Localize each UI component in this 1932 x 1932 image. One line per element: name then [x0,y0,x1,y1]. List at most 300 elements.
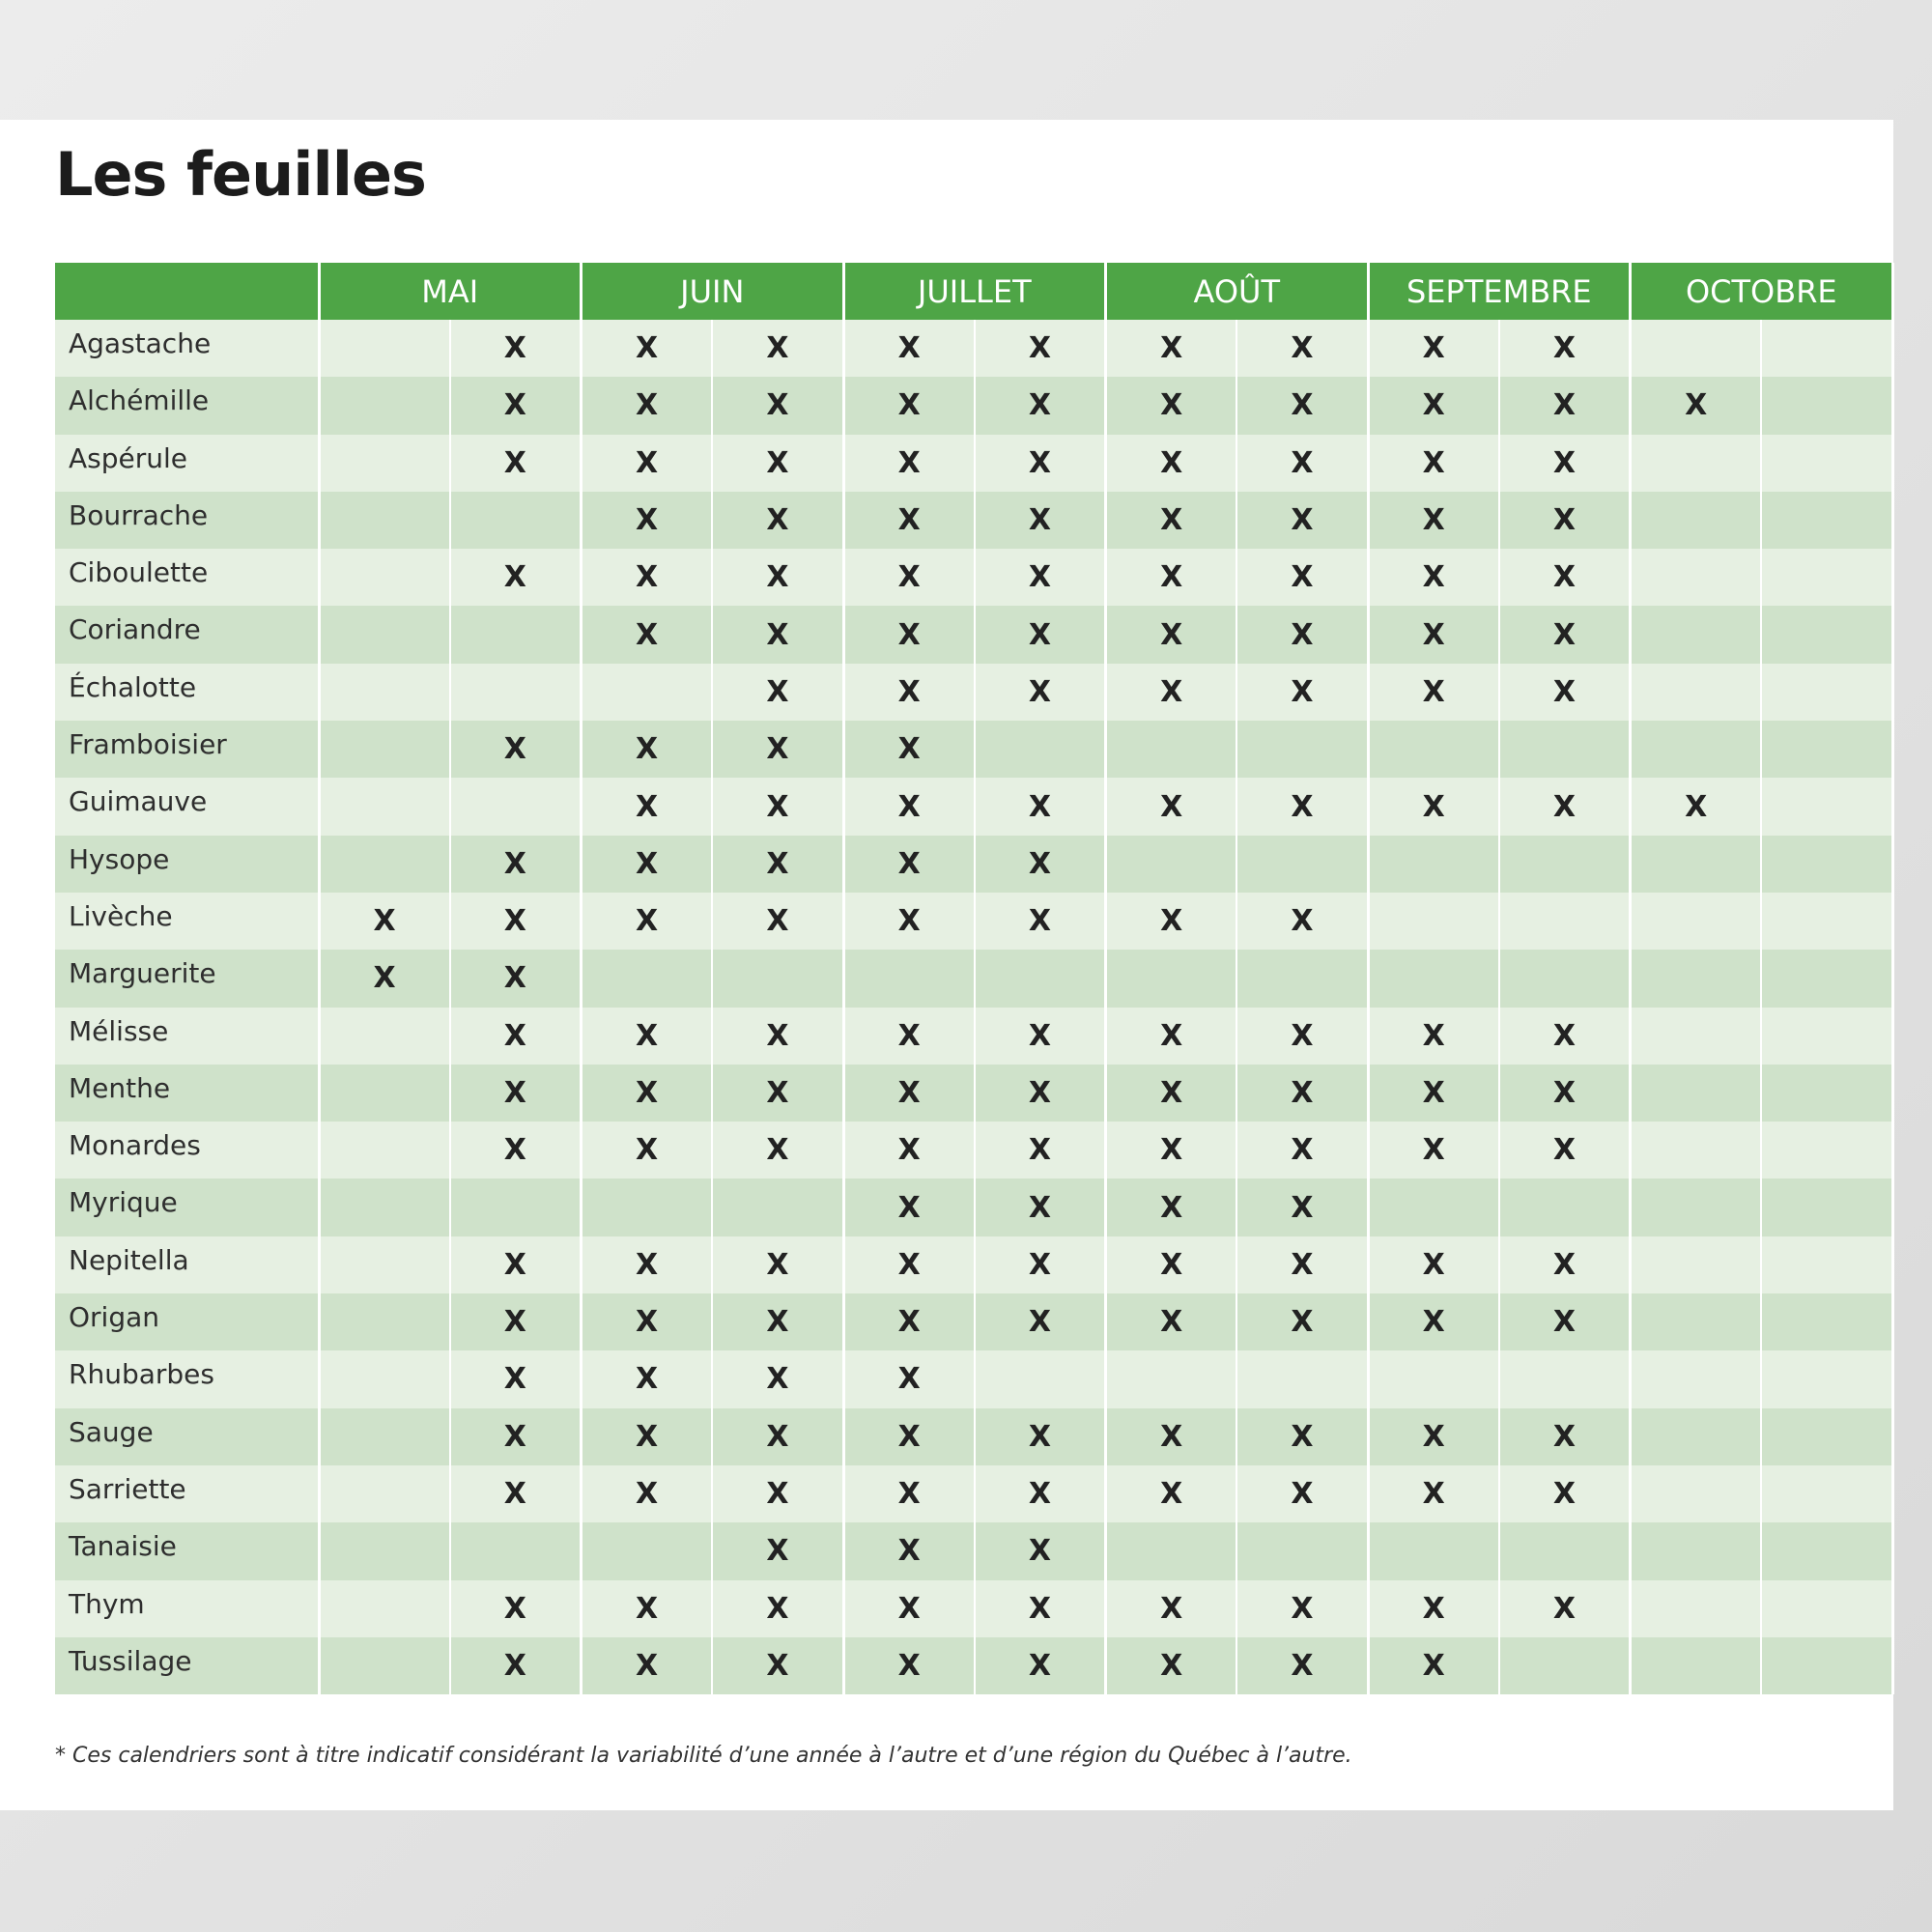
table-row [55,836,1892,893]
harvest-mark: X [1422,1076,1445,1110]
calendar-cell [975,1580,1106,1637]
calendar-cell [843,1236,975,1293]
calendar-cell [450,1580,582,1637]
calendar-cell [1499,1236,1631,1293]
calendar-cell [1631,664,1762,721]
harvest-mark: X [1422,1305,1445,1340]
calendar-cell [582,1122,713,1179]
calendar-cell [975,664,1106,721]
calendar-cell [1236,435,1368,492]
calendar-cell [450,320,582,377]
calendar-cell [975,377,1106,434]
harvest-mark: X [1291,1076,1314,1110]
harvest-mark: X [897,904,921,939]
calendar-cell [1106,320,1237,377]
calendar-cell [1368,606,1499,663]
plant-name-cell: Mélisse [55,1008,319,1065]
harvest-mark: X [1552,331,1576,366]
calendar-cell [712,377,843,434]
harvest-mark: X [1552,1076,1576,1110]
harvest-mark: X [1028,674,1051,709]
calendar-cell [1368,1122,1499,1179]
calendar-cell [1499,1408,1631,1465]
calendar-cell [1106,1637,1237,1694]
harvest-mark: X [1160,617,1183,652]
harvest-mark: X [503,1419,526,1454]
calendar-cell [975,1008,1106,1065]
calendar-cell [1499,893,1631,950]
harvest-mark: X [766,789,789,824]
calendar-cell [975,492,1106,549]
calendar-cell [1499,1522,1631,1579]
calendar-cell [1368,1637,1499,1694]
harvest-mark: X [503,445,526,480]
calendar-cell [319,492,450,549]
harvest-mark: X [1291,674,1314,709]
calendar-cell [1631,1465,1762,1522]
calendar-cell [1106,836,1237,893]
harvest-mark: X [1422,1133,1445,1168]
calendar-cell [1236,1236,1368,1293]
harvest-mark: X [1160,1190,1183,1225]
calendar-cell [582,664,713,721]
calendar-cell [712,893,843,950]
harvest-mark: X [1422,1477,1445,1512]
plant-name-cell: Rhubarbes [55,1350,319,1407]
calendar-cell [1368,664,1499,721]
harvest-mark: X [636,1362,659,1397]
calendar-cell [1236,492,1368,549]
calendar-cell [1236,1122,1368,1179]
calendar-cell [975,1408,1106,1465]
plant-name-cell: Coriandre [55,606,319,663]
harvest-mark: X [897,1591,921,1626]
calendar-cell [450,1122,582,1179]
harvest-mark: X [1291,1591,1314,1626]
calendar-cell [1368,778,1499,835]
calendar-cell [319,1236,450,1293]
calendar-cell [975,836,1106,893]
harvest-mark: X [1160,1419,1183,1454]
calendar-cell [712,1179,843,1236]
harvest-mark: X [1422,445,1445,480]
harvest-mark: X [503,732,526,767]
calendar-cell [1761,778,1892,835]
calendar-cell [1368,1580,1499,1637]
calendar-cell [450,492,582,549]
calendar-cell [1236,1008,1368,1065]
table-row [55,778,1892,835]
harvest-mark: X [897,1534,921,1569]
harvest-mark: X [1160,1018,1183,1053]
calendar-cell [582,1580,713,1637]
calendar-cell [1499,1065,1631,1122]
harvest-mark: X [1160,1247,1183,1282]
calendar-cell [1106,1122,1237,1179]
table-row [55,1179,1892,1236]
calendar-cell [1631,836,1762,893]
calendar-cell [1106,549,1237,606]
harvest-mark: X [766,560,789,595]
calendar-cell [1631,1122,1762,1179]
calendar-cell [843,893,975,950]
calendar-cell [1499,1580,1631,1637]
calendar-cell [1761,320,1892,377]
harvest-mark: X [1552,1247,1576,1282]
harvest-mark: X [766,1534,789,1569]
calendar-cell [712,1408,843,1465]
harvest-mark: X [1422,1018,1445,1053]
calendar-cell [1106,664,1237,721]
calendar-cell [1106,1008,1237,1065]
harvest-mark: X [1552,617,1576,652]
plant-name-cell: Nepitella [55,1236,319,1293]
calendar-cell [450,1293,582,1350]
calendar-cell [1106,435,1237,492]
harvest-mark: X [897,1419,921,1454]
calendar-cell [319,1637,450,1694]
calendar-cell [975,721,1106,778]
calendar-cell [319,1122,450,1179]
calendar-cell [712,435,843,492]
calendar-cell [843,1408,975,1465]
calendar-cell [1236,320,1368,377]
plant-name-cell: Thym [55,1580,319,1637]
month-header-row [55,263,1892,320]
calendar-cell [1761,950,1892,1007]
harvest-mark: X [766,1247,789,1282]
calendar-cell [1106,1408,1237,1465]
calendar-cell [1631,1179,1762,1236]
harvest-mark: X [766,445,789,480]
harvest-mark: X [1552,1419,1576,1454]
harvest-mark: X [1422,1247,1445,1282]
table-row [55,721,1892,778]
plant-name-cell: Marguerite [55,950,319,1007]
table-row [55,1122,1892,1179]
month-header-septembre: SEPTEMBRE [1368,263,1631,320]
harvest-mark: X [897,1076,921,1110]
harvest-mark: X [636,1419,659,1454]
harvest-mark: X [1291,1133,1314,1168]
harvest-mark: X [766,503,789,538]
calendar-cell [712,1293,843,1350]
calendar-cell [1106,1236,1237,1293]
harvest-mark: X [1028,617,1051,652]
harvest-mark: X [1028,388,1051,423]
calendar-cell [450,377,582,434]
calendar-cell [843,1293,975,1350]
plant-name-cell: Guimauve [55,778,319,835]
harvest-mark: X [1028,846,1051,881]
harvest-mark: X [636,1247,659,1282]
calendar-cell [582,1522,713,1579]
calendar-cell [1631,893,1762,950]
calendar-cell [843,606,975,663]
plant-name-cell: Livèche [55,893,319,950]
harvest-mark: X [1160,445,1183,480]
calendar-cell [1368,492,1499,549]
table-row [55,1065,1892,1122]
harvest-mark: X [1422,503,1445,538]
plant-name-cell: Tanaisie [55,1522,319,1579]
calendar-cell [582,1293,713,1350]
calendar-cell [1761,606,1892,663]
table-row [55,549,1892,606]
calendar-cell [582,778,713,835]
table-row [55,1522,1892,1579]
calendar-cell [1631,377,1762,434]
calendar-cell [975,1522,1106,1579]
calendar-cell [1368,1465,1499,1522]
calendar-cell [1631,549,1762,606]
calendar-cell [582,1408,713,1465]
harvest-mark: X [897,445,921,480]
calendar-cell [450,778,582,835]
table-row [55,1293,1892,1350]
harvest-mark: X [1291,1305,1314,1340]
harvest-mark: X [503,1362,526,1397]
calendar-cell [975,1179,1106,1236]
calendar-cell [1368,1236,1499,1293]
calendar-cell [1499,377,1631,434]
calendar-cell [319,377,450,434]
calendar-cell [712,950,843,1007]
calendar-cell [1631,492,1762,549]
calendar-cell [319,950,450,1007]
calendar-cell [582,435,713,492]
calendar-cell [1236,836,1368,893]
calendar-cell [843,1637,975,1694]
calendar-cell [582,1350,713,1407]
calendar-cell [1368,721,1499,778]
harvest-mark: X [1028,1305,1051,1340]
harvest-mark: X [636,1648,659,1683]
harvest-mark: X [636,503,659,538]
harvest-mark: X [1028,1591,1051,1626]
harvest-mark: X [636,331,659,366]
calendar-cell [1761,1408,1892,1465]
calendar-cell [582,1008,713,1065]
harvest-mark: X [1422,331,1445,366]
calendar-cell [1761,1293,1892,1350]
calendar-cell [1106,721,1237,778]
calendar-cell [450,1236,582,1293]
calendar-cell [319,778,450,835]
harvest-mark: X [897,617,921,652]
harvest-mark: X [1028,1076,1051,1110]
calendar-cell [1631,320,1762,377]
table-row [55,320,1892,377]
calendar-cell [712,1236,843,1293]
harvest-mark: X [503,1477,526,1512]
calendar-cell [975,1637,1106,1694]
calendar-cell [975,1122,1106,1179]
harvest-mark: X [1160,1133,1183,1168]
table-row [55,950,1892,1007]
month-header-aout: AOÛT [1106,263,1369,320]
calendar-cell [1368,435,1499,492]
plant-name-cell: Agastache [55,320,319,377]
calendar-cell [1106,606,1237,663]
calendar-cell [712,664,843,721]
calendar-cell [712,1065,843,1122]
harvest-mark: X [1291,1419,1314,1454]
plant-name-cell: Sauge [55,1408,319,1465]
plant-name-cell: Échalotte [55,664,319,721]
harvest-mark: X [1291,904,1314,939]
calendar-cell [843,1179,975,1236]
calendar-cell [1106,492,1237,549]
calendar-cell [712,1008,843,1065]
harvest-mark: X [503,1305,526,1340]
harvest-mark: X [1291,331,1314,366]
calendar-cell [1631,778,1762,835]
harvest-mark: X [1160,674,1183,709]
harvest-mark: X [1552,674,1576,709]
calendar-cell [1631,721,1762,778]
calendar-cell [1499,435,1631,492]
harvest-mark: X [636,846,659,881]
calendar-cell [1236,1637,1368,1694]
harvest-mark: X [503,846,526,881]
calendar-cell [1236,549,1368,606]
calendar-cell [1499,836,1631,893]
calendar-cell [450,664,582,721]
harvest-mark: X [1422,674,1445,709]
calendar-cell [582,893,713,950]
calendar-cell [712,1350,843,1407]
calendar-cell [975,320,1106,377]
calendar-cell [319,320,450,377]
calendar-cell [450,549,582,606]
calendar-cell [712,606,843,663]
harvest-mark: X [1160,789,1183,824]
plant-name-cell: Framboisier [55,721,319,778]
calendar-cell [1761,1350,1892,1407]
calendar-cell [1761,836,1892,893]
harvest-mark: X [766,1648,789,1683]
calendar-cell [1631,1065,1762,1122]
calendar-cell [319,1293,450,1350]
calendar-cell [1236,778,1368,835]
calendar-cell [1761,893,1892,950]
harvest-mark: X [1685,789,1708,824]
calendar-cell [1499,1465,1631,1522]
calendar-cell [843,1580,975,1637]
calendar-cell [450,435,582,492]
harvest-mark: X [897,1648,921,1683]
harvest-mark: X [897,1018,921,1053]
harvest-mark: X [636,1133,659,1168]
harvest-mark: X [1552,445,1576,480]
calendar-cell [1761,435,1892,492]
harvest-mark: X [503,1648,526,1683]
calendar-cell [582,1465,713,1522]
calendar-cell [712,1637,843,1694]
calendar-cell [450,1008,582,1065]
harvest-mark: X [1291,445,1314,480]
harvest-mark: X [636,445,659,480]
calendar-cell [975,1065,1106,1122]
harvest-mark: X [503,1076,526,1110]
month-header-juillet: JUILLET [843,263,1106,320]
harvest-mark: X [1291,1190,1314,1225]
calendar-cell [712,1122,843,1179]
harvest-mark: X [636,1591,659,1626]
harvest-mark: X [897,732,921,767]
calendar-cell [1106,377,1237,434]
plant-name-cell: Menthe [55,1065,319,1122]
harvest-mark: X [766,674,789,709]
harvest-mark: X [636,617,659,652]
calendar-cell [319,893,450,950]
month-header-mai: MAI [319,263,582,320]
harvest-mark: X [1160,1477,1183,1512]
calendar-cell [319,1008,450,1065]
calendar-cell [1761,1236,1892,1293]
harvest-mark: X [1028,789,1051,824]
calendar-cell [1106,778,1237,835]
footnote: * Ces calendriers sont à titre indicatif considérant la variabilité d’une année à l’autre et d’une région du Québec à l’autre. [55,1744,1352,1768]
calendar-cell [843,377,975,434]
calendar-cell [1236,1179,1368,1236]
calendar-cell [712,1580,843,1637]
calendar-cell [1236,1065,1368,1122]
harvest-mark: X [1160,904,1183,939]
calendar-cell [1499,721,1631,778]
harvest-mark: X [766,1018,789,1053]
calendar-cell [712,320,843,377]
harvest-mark: X [636,789,659,824]
calendar-cell [1236,1465,1368,1522]
calendar-cell [1761,1522,1892,1579]
calendar-cell [975,606,1106,663]
calendar-cell [1631,950,1762,1007]
calendar-cell [843,1465,975,1522]
calendar-cell [1761,1465,1892,1522]
harvest-mark: X [1552,1305,1576,1340]
harvest-mark: X [636,560,659,595]
calendar-cell [450,606,582,663]
calendar-cell [843,836,975,893]
calendar-cell [582,1065,713,1122]
harvest-mark: X [1291,1018,1314,1053]
calendar-cell [975,950,1106,1007]
calendar-cell [843,1008,975,1065]
calendar-cell [1106,1065,1237,1122]
harvest-mark: X [766,846,789,881]
calendar-cell [1761,1008,1892,1065]
calendar-cell [582,492,713,549]
calendar-cell [1761,721,1892,778]
harvest-mark: X [1028,904,1051,939]
harvest-mark: X [1028,1018,1051,1053]
harvest-mark: X [1160,1305,1183,1340]
harvest-mark: X [1028,331,1051,366]
calendar-cell [450,1065,582,1122]
month-header-juin: JUIN [582,263,844,320]
calendar-body [55,320,1892,1694]
calendar-cell [582,950,713,1007]
calendar-cell [1499,1122,1631,1179]
calendar-cell [1499,320,1631,377]
harvest-mark: X [1028,1247,1051,1282]
plant-name-cell: Aspérule [55,435,319,492]
calendar-cell [975,435,1106,492]
harvest-mark: X [897,674,921,709]
calendar-cell [975,893,1106,950]
